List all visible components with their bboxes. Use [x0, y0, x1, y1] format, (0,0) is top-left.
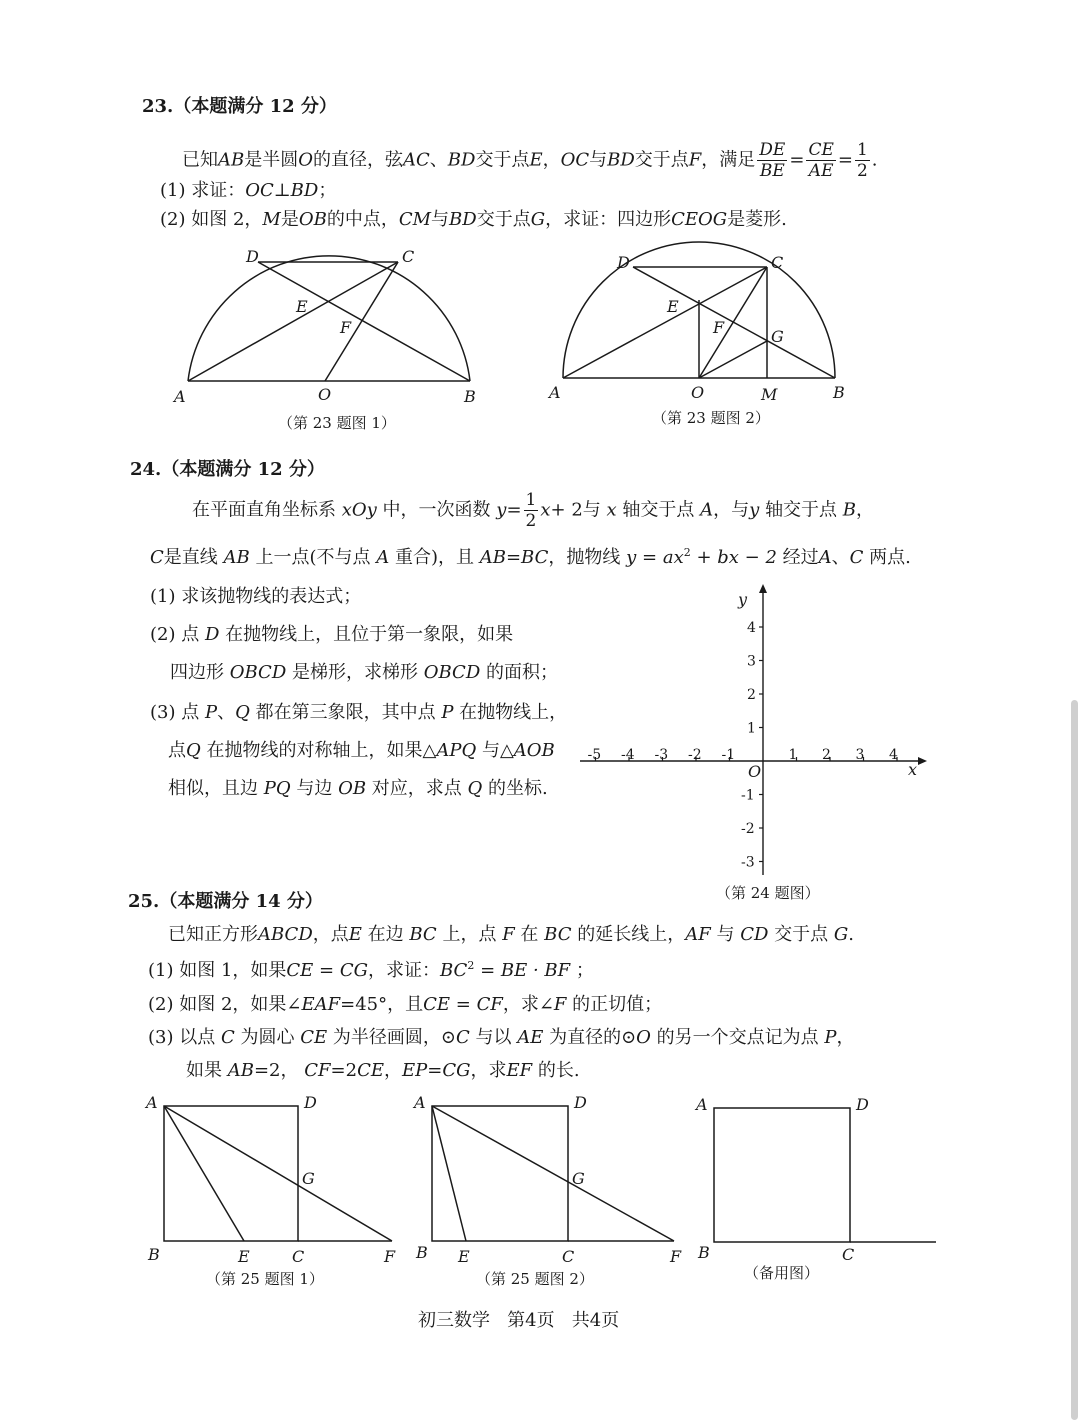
q24-part1: (1) 求该抛物线的表达式； [150, 586, 362, 607]
x-tick-label: 3 [855, 747, 865, 763]
q24-part3-b: 点Q 在抛物线的对称轴上，如果△APQ 与△AOB [168, 740, 555, 761]
q25-stem: 已知正方形ABCD，点E 在边 BC 上，点 F 在 BC 的延长线上，AF 与 CD 交于点 G. [168, 924, 855, 945]
y-axis-arrow [759, 584, 767, 593]
label-f: F [340, 318, 352, 337]
q25-figure-1 [140, 1090, 410, 1270]
q25-fig1-caption: （第 25 题图 1） [206, 1270, 324, 1288]
q24-stem-1: 在平面直角坐标系 xOy 中，一次函数 y= $\frac{1}{2}$ x+ 2与 x 轴交于点 A，与y 轴交于点 B， [192, 490, 875, 531]
x-tick-label: -2 [688, 747, 702, 763]
x-tick-label: -4 [621, 747, 635, 763]
label-o: O [318, 385, 332, 404]
q23-figure-1 [170, 240, 490, 410]
q23-part2: (2) 如图 2，M是OB的中点，CM与BD交于点G，求证：四边形CEOG是菱形. [160, 209, 787, 230]
q25-title: 25.（本题满分 14 分） [128, 891, 323, 912]
origin-label: O [748, 762, 762, 781]
y-tick-label: 1 [747, 720, 756, 737]
svg-text:B: B [698, 1243, 710, 1262]
svg-text:F: F [713, 318, 725, 337]
q24-coordinate-axes [580, 585, 925, 885]
x-tick-label: -3 [654, 747, 669, 763]
svg-text:E: E [458, 1247, 470, 1266]
svg-text:D: D [617, 253, 630, 272]
x-tick-label: -1 [721, 747, 736, 763]
q25-part1: (1) 如图 1，如果CE = CG，求证：$BC^2$ = BE · BF ； [148, 959, 594, 981]
q23-fig2-caption: （第 23 题图 2） [652, 409, 770, 427]
label-d: D [246, 247, 259, 266]
q24-part2-a: (2) 点 D 在抛物线上，且位于第一象限，如果 [150, 624, 514, 645]
y-tick-label: -2 [741, 821, 755, 837]
q25-backup-figure [690, 1090, 940, 1270]
svg-text:D: D [856, 1095, 869, 1114]
q24-part3-c: 相似，且边 PQ 与边 OB 对应，求点 Q 的坐标. [168, 778, 548, 799]
x-axis-arrow [918, 757, 927, 765]
svg-text:C: C [771, 253, 784, 272]
q23-fraction-ce-ae: $\frac{CE}{AE}$ [808, 140, 834, 181]
x-tick-label: 4 [889, 747, 898, 763]
svg-text:A: A [146, 1093, 158, 1112]
q25-part2: (2) 如图 2，如果∠EAF=45°，且CE = CF，求∠F 的正切值； [148, 994, 663, 1015]
q23-fig1-caption: （第 23 题图 1） [278, 414, 396, 432]
y-axis-label: y [738, 590, 748, 609]
q24-part3-a: (3) 点 P、Q 都在第三象限，其中点 P 在抛物线上， [150, 702, 568, 723]
q24-title: 24.（本题满分 12 分） [130, 459, 325, 480]
y-tick-label: -1 [741, 787, 755, 804]
label-b: B [464, 387, 476, 406]
svg-text:A: A [549, 383, 561, 402]
label-e: E [296, 297, 308, 316]
q25-fig2-caption: （第 25 题图 2） [476, 1270, 594, 1288]
q25-part3-b: 如果 AB=2， CF=2CE，EP=CG，求EF 的长. [186, 1060, 580, 1081]
label-c: C [402, 247, 415, 266]
svg-text:B: B [148, 1245, 160, 1264]
x-tick-label: 2 [822, 747, 831, 763]
svg-text:G: G [771, 327, 784, 346]
svg-text:A: A [696, 1095, 708, 1114]
svg-text:G: G [302, 1169, 315, 1188]
q23-part1: (1) 求证：OC⊥BD； [160, 180, 337, 201]
svg-text:G: G [572, 1169, 585, 1188]
q24-fraction-half: $\frac{1}{2}$ [525, 490, 537, 531]
x-axis-label: x [908, 760, 918, 779]
q25-figure-2 [412, 1090, 692, 1270]
svg-text:E: E [238, 1247, 250, 1266]
svg-text:F: F [384, 1247, 396, 1266]
x-tick-label: -5 [587, 747, 602, 763]
q24-caption: （第 24 题图） [716, 884, 820, 902]
svg-text:F: F [670, 1247, 682, 1266]
svg-text:B: B [833, 383, 845, 402]
svg-text:C: C [562, 1247, 575, 1266]
svg-text:B: B [416, 1243, 428, 1262]
svg-text:D: D [574, 1093, 587, 1112]
q23-stem: 已知AB是半圆O的直径，弦AC、BD交于点E，OC与BD交于点F，满足 $\frac{DE}{BE}$ = $\frac{CE}{AE}$ = $\frac{1}{2}$ . [182, 140, 878, 181]
x-tick-label: 1 [788, 747, 798, 763]
q25-part3-a: (3) 以点 C 为圆心 CE 为半径画圆，⊙C 与以 AE 为直径的⊙O 的另一个交点记为点 P， [148, 1027, 855, 1048]
y-ticks [741, 620, 763, 871]
q23-fraction-de-be: $\frac{DE}{BE}$ [759, 140, 786, 181]
svg-text:O: O [691, 383, 705, 402]
y-tick-label: -3 [741, 854, 755, 871]
q24-stem-2: C是直线 AB 上一点(不与点 A 重合)，且 AB=BC，抛物线 $y = ax^2$ + bx − 2 经过A、C 两点. [150, 546, 911, 568]
svg-text:D: D [304, 1093, 317, 1112]
q23-fraction-half: $\frac{1}{2}$ [856, 140, 868, 181]
q23-figure-2 [545, 240, 865, 410]
svg-text:M: M [761, 385, 778, 404]
svg-text:C: C [842, 1245, 855, 1264]
y-tick-label: 2 [747, 687, 756, 703]
q24-part2-b: 四边形 OBCD 是梯形，求梯形 OBCD 的面积； [170, 662, 558, 683]
q25-backup-caption: （备用图） [744, 1264, 820, 1282]
svg-text:C: C [292, 1247, 305, 1266]
page-footer: 初三数学 第4页 共4页 [418, 1310, 620, 1331]
label-a: A [174, 387, 186, 406]
svg-text:E: E [667, 297, 679, 316]
y-tick-label: 4 [747, 620, 756, 636]
svg-text:A: A [414, 1093, 426, 1112]
scrollbar[interactable] [1071, 700, 1078, 1420]
y-tick-label: 3 [747, 653, 756, 670]
q23-title: 23.（本题满分 12 分） [142, 96, 337, 117]
